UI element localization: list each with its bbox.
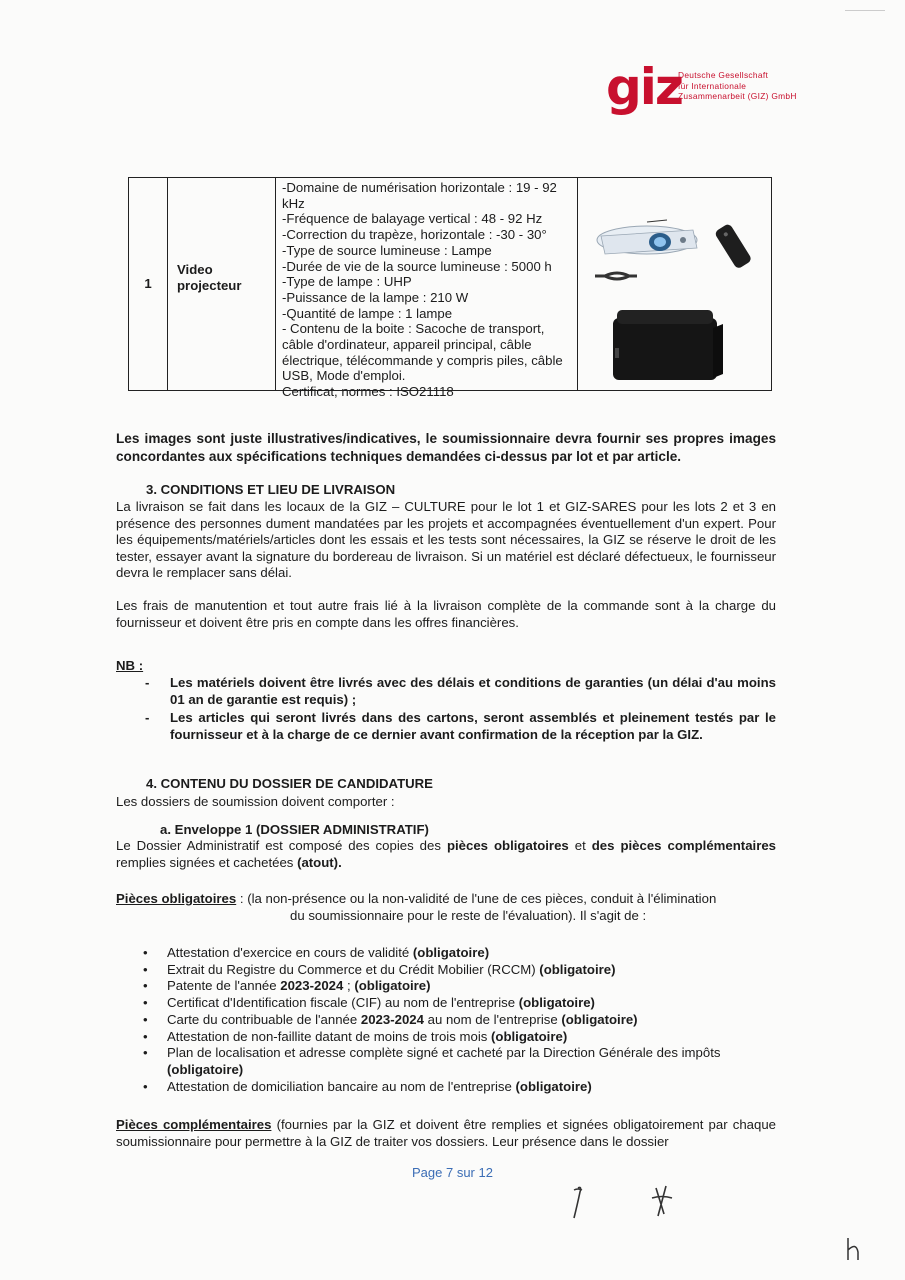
giz-logo-mark: giz: [606, 58, 683, 116]
nb-dash: -: [145, 675, 150, 690]
spec-table: [128, 177, 772, 400]
envelope-1-heading: a. Enveloppe 1 (DOSSIER ADMINISTRATIF): [160, 822, 429, 837]
text-run: : (la non-présence ou la non-validité de l'une de ces pièces, conduit à l'élimination: [236, 891, 717, 906]
text-run: Plan de localisation et adresse complète signé et cacheté par la Direction Générale des impôts: [167, 1045, 721, 1061]
item-specs: [282, 180, 574, 400]
list-item: [143, 1029, 783, 1046]
text-run: (atout).: [297, 854, 342, 870]
nb-dash: -: [145, 710, 150, 725]
logo-line: Zusammenarbeit (GIZ) GmbH: [678, 91, 797, 101]
text-run: 2023-2024: [360, 1011, 424, 1027]
spec-line: -Fréquence de balayage vertical : 48 - 92 Hz: [282, 211, 543, 227]
nb-item: Les matériels doivent être livrés avec des délais et conditions de garanties (un délai d'au moins 01 an de garantie est requis) ;: [170, 675, 776, 707]
spec-line: -Correction du trapèze, horizontale : -30 - 30°: [282, 227, 547, 243]
text-run: Carte du contribuable de l'année: [167, 1011, 361, 1027]
bullet-icon: •: [143, 1078, 148, 1094]
spec-line: Certificat, normes : ISO21118: [282, 384, 454, 400]
logo-line: für Internationale: [678, 80, 747, 91]
spec-line: -Durée de vie de la source lumineuse : 5000 h: [282, 258, 552, 274]
text-run: (obligatoire): [561, 1011, 638, 1027]
table-divider: [167, 178, 168, 390]
list-item: [143, 995, 783, 1012]
list-item: [143, 978, 783, 995]
text-run: (obligatoire): [518, 995, 595, 1011]
section-4-intro: Les dossiers de soumission doivent comporter :: [116, 794, 395, 809]
text-run: (fournies par la GIZ et doivent être remplies et signées obligatoirement par chaque soumissionnaire pour permettre à la GIZ de traiter vos dossiers. Leur présence dans le dossier: [116, 1117, 776, 1149]
projector-image: [577, 178, 773, 390]
spec-line: -Type de source lumineuse : Lampe: [282, 242, 492, 258]
bullet-icon: •: [143, 1011, 148, 1027]
text-run: Attestation de domiciliation bancaire au nom de l'entreprise: [167, 1078, 516, 1094]
list-item: [143, 1012, 783, 1029]
pieces-obligatoires-label: Pièces obligatoires: [116, 891, 237, 906]
text-run: Le Dossier Administratif est composé des copies des: [116, 838, 447, 853]
spec-line: -Quantité de lampe : 1 lampe: [282, 305, 453, 321]
text-run: (obligatoire): [539, 961, 616, 977]
list-item: [143, 962, 783, 979]
text-run: Attestation d'exercice en cours de validité: [167, 945, 413, 960]
text-run: Attestation de non-faillite datant de moins de trois mois: [167, 1028, 492, 1044]
handwritten-mark: [842, 1234, 872, 1264]
section-4-heading: 4. CONTENU DU DOSSIER DE CANDIDATURE: [146, 776, 433, 791]
text-run: pièces obligatoires: [446, 838, 569, 853]
text-run: Certificat d'Identification fiscale (CIF) au nom de l'entreprise: [167, 995, 519, 1011]
text-run: ;: [343, 978, 355, 994]
spec-line: - Contenu de la boite : Sacoche de transport, câble d'ordinateur, appareil principal, câble électrique, télécommande y compris piles, câble USB, Mode d'emploi.: [282, 321, 563, 384]
pieces-obligatoires-text: [116, 891, 786, 908]
list-item: [143, 945, 783, 962]
nb-label: NB :: [116, 658, 144, 673]
text-run: 2023-2024: [280, 978, 344, 994]
giz-logo: [606, 58, 816, 118]
admin-dossier-text: [116, 838, 776, 871]
text-run: et: [568, 838, 592, 853]
text-run: des pièces complémentaires: [591, 838, 776, 853]
pieces-obligatoires-text-2: du soumissionnaire pour le reste de l'évaluation). Il s'agit de :: [290, 908, 647, 923]
section-3-para-1: La livraison se fait dans les locaux de la GIZ – CULTURE pour le lot 1 et GIZ-SARES pour les lots 2 et 3 en présence des personnes dument mandatées par les projets et accompagnées éventuellement d'un expert. Pour les équipements/matériels/articles dont les essais et les tests sont nécessaires, la GIZ se réserve le droit de les tester, essayer avant la signature du bordereau de livraison. Si un matériel est déclaré défectueux, le fournisseur devra le remplacer sans délai.: [116, 499, 776, 580]
bullet-icon: •: [143, 995, 148, 1011]
spec-line: -Type de lampe : UHP: [282, 274, 412, 290]
obligatory-pieces-list: [143, 945, 783, 1095]
section-3-para-2: Les frais de manutention et tout autre frais lié à la livraison complète de la commande sont à la charge du fournisseur et doivent être pris en compte dans les offres financières.: [116, 598, 776, 630]
product-images: [577, 178, 773, 390]
text-run: Patente de l'année: [167, 978, 281, 994]
list-item: [143, 1045, 783, 1078]
text-run: au nom de l'entreprise: [423, 1011, 562, 1027]
pieces-complementaires-label: Pièces complémentaires: [116, 1117, 272, 1132]
text-run: (obligatoire): [491, 1028, 568, 1044]
nb-item: Les articles qui seront livrés dans des cartons, seront assemblés et pleinement testés par le fournisseur et à la charge de ce dernier avant confirmation de la réception par la GIZ.: [170, 710, 776, 742]
bullet-icon: •: [143, 1028, 148, 1044]
list-item: [143, 1079, 783, 1096]
bullet-icon: •: [143, 961, 148, 977]
text-run: Extrait du Registre du Commerce et du Crédit Mobilier (RCCM): [167, 961, 540, 977]
bullet-icon: •: [143, 978, 148, 994]
images-notice: Les images sont juste illustratives/indicatives, le soumissionnaire devra fournir ses propres images concordantes aux spécifications techniques demandées ci-dessus par lot et par article.: [116, 431, 776, 464]
giz-logo-text: [678, 70, 797, 102]
logo-line: Deutsche Gesellschaft: [678, 70, 769, 80]
section-3-heading: 3. CONDITIONS ET LIEU DE LIVRAISON: [146, 482, 396, 497]
scan-mark: [845, 10, 885, 11]
bullet-icon: •: [143, 1045, 148, 1061]
page-number: Page 7 sur 12: [412, 1165, 493, 1180]
text-run: (obligatoire): [515, 1078, 592, 1094]
item-number: 1: [144, 275, 152, 291]
handwritten-initials: [560, 1180, 700, 1230]
text-run: (obligatoire): [167, 1061, 244, 1077]
item-name: Video projecteur: [177, 262, 242, 293]
text-run: (obligatoire): [354, 978, 431, 994]
bullet-icon: •: [143, 945, 148, 960]
text-run: (obligatoire): [412, 945, 490, 960]
pieces-complementaires-text: [116, 1117, 776, 1150]
spec-line: -Puissance de la lampe : 210 W: [282, 289, 469, 305]
text-run: remplies signées et cachetées: [116, 854, 298, 870]
spec-line: -Domaine de numérisation horizontale : 19 - 92 kHz: [282, 180, 557, 211]
